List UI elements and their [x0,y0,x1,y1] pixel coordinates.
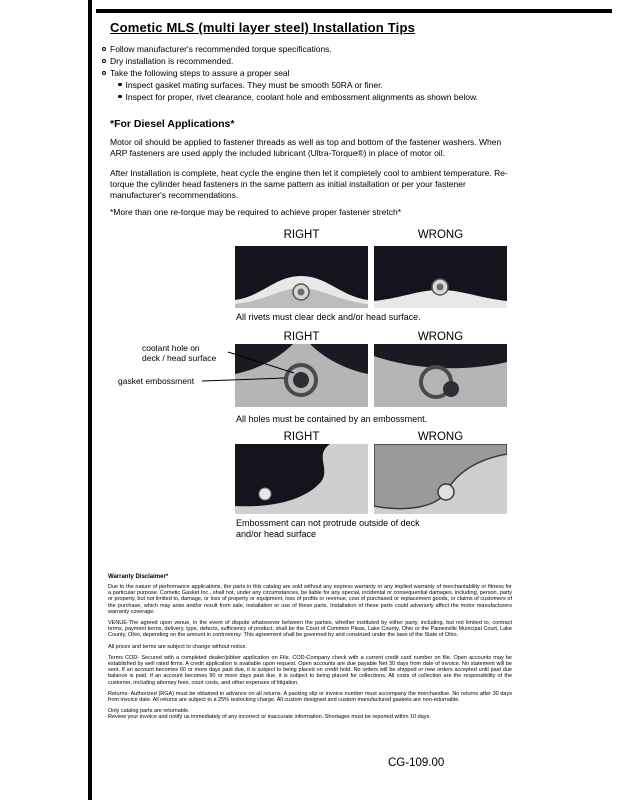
diagram-caption: All holes must be contained by an embossment. [236,414,428,424]
right-label: RIGHT [283,229,320,241]
legal-paragraph: Due to the nature of performance applications, the parts in this catalog are sold without any express warranty or any implied warranty of merchantability or fitness for a particular purpose. Cometic Gasket Inc., shall not, under any circumstances, be liable for any special, incidental or consequential damages, including, person, party or property, but not limited to, damage, or loss of property or equipment, loss of profits or revenue, cost of purchased or replacement goods, or claims of customers of the purchase, which may arise and/or result from sale, installation or use of these parts. Installation of these parts could adversely affect the motor manufacturers warranty coverage. [108,584,512,615]
diesel-heading: *For Diesel Applications* [110,118,235,130]
wrong-label: WRONG [417,331,464,343]
bullet-circle-icon [102,47,106,51]
right-label: RIGHT [283,331,320,343]
sub-tip-text: Inspect gasket mating surfaces. They must be smooth 50RA or finer. [125,80,383,90]
legal-paragraph: All prices and terms are subject to change without notice. [108,643,248,650]
tip-text: Dry installation is recommended. [110,56,234,66]
hole-wrong-diagram [374,344,507,407]
tips-list [102,43,478,103]
diagram-caption: Embossment can not protrude outside of deck and/or head surface [236,518,420,539]
legal-paragraph: VENUE-The agreed upon venue, in the event of dispute whatsoever between the parties, whether instituted by either party, including, but not limited to, contract terms, payment terms, delivery, type, defects, sufficiency of product, shall be the Court of Common Pleas, Lake County, Ohio or the Painesville Municipal Court, Lake County, Ohio, depending on the amount in controversy. This agreement shall be governed by and construed under the laws of the State of Ohio. [108,620,512,639]
bullet-dot-icon [118,83,122,87]
bullet-dot-icon [118,95,122,99]
rivet-right-diagram [235,246,368,308]
wrong-label: WRONG [417,431,464,443]
diesel-paragraph: After Installation is complete, heat cycle the engine then let it completely cool to ambient temperature. Re-torque the cylinder head fasteners in the same pattern as initial installation or per your fastener manufacturer's recommendations. [110,168,508,200]
tip-text: Follow manufacturer's recommended torque specifications. [110,44,332,54]
legal-paragraph: Returns- Authorized (RGA) must be obtained in advance on all returns. A packing slip or invoice number must accompany the merchandise. No returns after 30 days from invoice date. All returns are subject to a 25% restocking charge. All custom designed and custom manufactured gaskets are non-returnable. [108,690,512,704]
tip-text: Take the following steps to assure a proper seal [110,68,290,78]
footer-code: CG-109.00 [388,757,445,769]
gasket-embossment-annotation: gasket embossment [118,376,195,386]
sub-tip-item [118,91,478,103]
diagram-caption: All rivets must clear deck and/or head surface. [236,312,421,322]
legal-paragraph: Only catalog parts are returnable. [108,708,190,715]
right-label: RIGHT [283,431,320,443]
tip-item [102,67,478,79]
tip-item [102,55,478,67]
bullet-circle-icon [102,71,106,75]
sub-tip-item [118,79,478,91]
wrong-label: WRONG [417,229,464,241]
coolant-hole-annotation: coolant hole on deck / head surface [142,343,217,363]
rivet-wrong-diagram [374,246,507,308]
diesel-paragraph: *More than one re-torque may be required to achieve proper fastener stretch* [110,207,402,217]
tip-item [102,43,478,55]
diagram-section [0,225,618,560]
bullet-circle-icon [102,59,106,63]
sub-tip-text: Inspect for proper, rivet clearance, coolant hole and embossment alignments as shown below. [125,92,478,102]
diesel-paragraph: Motor oil should be applied to fastener threads as well as top and bottom of the fastener washers. When ARP fasteners are used apply the included lubricant (Ultra-Torque®) in place of motor oil. [110,137,502,158]
hole-right-diagram [235,344,368,407]
embossment-wrong-diagram [374,444,507,514]
legal-paragraph: Terms COD- Secured with a completed dealer/jobber application on File, COD-Company check with a current credit card number on file. Open accounts may be established by well rated firms. A credit application is available upon request. Open accounts are due payable Net 30 days from date of invoice. No statement will be sent. If an account becomes 60 or more days past due, it is subject to being placed on credit hold. No orders will be shipped or new orders accepted until past due balance is paid. If an account becomes 90 or more days past due, it is subject to being placed for collections. All costs of collection are the responsibility of the customer, including attorney fees, court costs, and other expenses of litigation. [108,654,512,686]
embossment-right-diagram [235,444,368,514]
legal-paragraph: Review your invoice and notify us immediately of any incorrect or inaccurate information. Shortages must be reported within 10 days. [108,714,431,721]
legal-heading: Warranty Disclaimer* [108,574,169,580]
page-border-top [96,9,612,13]
legal-section [108,574,512,726]
page-title: Cometic MLS (multi layer steel) Installation Tips [110,20,416,35]
